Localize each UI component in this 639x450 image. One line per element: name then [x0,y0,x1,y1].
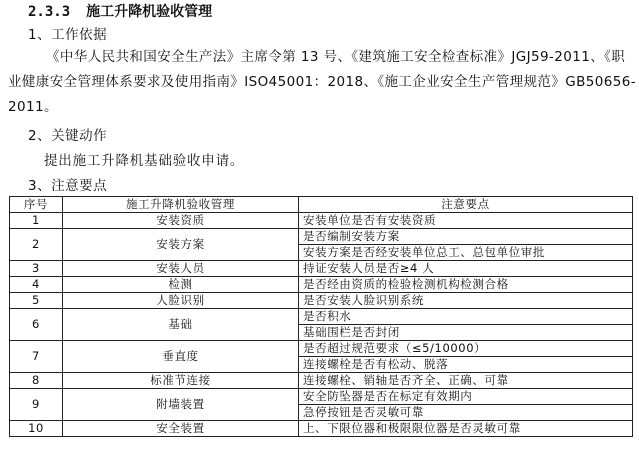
row-point: 是否安装人脸识别系统 [299,293,633,309]
table-row [10,261,633,277]
row-point: 是否经由资质的检验检测机构检测合格 [299,277,633,293]
row-number: 5 [10,293,63,309]
row-item: 基础 [63,309,299,341]
table-row [10,293,633,309]
basis-paragraph [8,45,636,120]
basis-text: 《中华人民共和国安全生产法》主席令第 13 号、《建筑施工安全检查标准》JGJ59-2011、《职业健康安全管理体系要求及使用指南》ISO45001：2018、《施工企业安全生产管理规范》GB50656-2011。 [8,49,636,115]
row-item: 安装方案 [63,229,299,261]
actions-heading: 2、关键动作 [28,128,108,144]
table-row [10,389,633,405]
row-number: 3 [10,261,63,277]
row-number: 2 [10,229,63,261]
row-number: 8 [10,373,63,389]
row-point: 安装方案是否经安装单位总工、总包单位审批 [299,245,633,261]
row-number: 1 [10,213,63,229]
header-points: 注意要点 [299,197,633,213]
section-number: 2.3.3 [28,4,71,20]
row-number: 9 [10,389,63,421]
row-point: 急停按钮是否灵敏可靠 [299,405,633,421]
header-item: 施工升降机验收管理 [63,197,299,213]
basis-heading: 1、工作依据 [28,27,108,43]
notes-table [9,196,633,437]
table-body [10,213,633,437]
row-point: 基础围栏是否封闭 [299,325,633,341]
table-row [10,277,633,293]
section-heading [28,1,212,21]
row-item: 安装人员 [63,261,299,277]
row-number: 4 [10,277,63,293]
table-row [10,341,633,357]
table-row [10,229,633,245]
row-number: 6 [10,309,63,341]
row-point: 是否超过规范要求（≤5/10000） [299,341,633,357]
row-point: 上、下限位器和极限限位器是否灵敏可靠 [299,421,633,437]
row-item: 安装资质 [63,213,299,229]
row-point: 连接螺栓、销轴是否齐全、正确、可靠 [299,373,633,389]
table-row [10,213,633,229]
row-point: 是否编制安装方案 [299,229,633,245]
row-item: 人脸识别 [63,293,299,309]
table-row [10,421,633,437]
header-no: 序号 [10,197,63,213]
actions-text: 提出施工升降机基础验收申请。 [44,153,245,169]
table-row [10,373,633,389]
row-item: 安全装置 [63,421,299,437]
row-point: 持证安装人员是否≥4 人 [299,261,633,277]
row-item: 标准节连接 [63,373,299,389]
row-point: 安装单位是否有安装资质 [299,213,633,229]
row-item: 附墙装置 [63,389,299,421]
row-point: 是否积水 [299,309,633,325]
row-number: 10 [10,421,63,437]
row-item: 垂直度 [63,341,299,373]
section-title: 施工升降机验收管理 [86,4,213,20]
notes-heading: 3、注意要点 [28,178,108,194]
row-point: 连接螺栓是否有松动、脱落 [299,357,633,373]
table-header-row [10,197,633,213]
table-row [10,309,633,325]
row-number: 7 [10,341,63,373]
row-point: 安全防坠器是否在标定有效期内 [299,389,633,405]
row-item: 检测 [63,277,299,293]
